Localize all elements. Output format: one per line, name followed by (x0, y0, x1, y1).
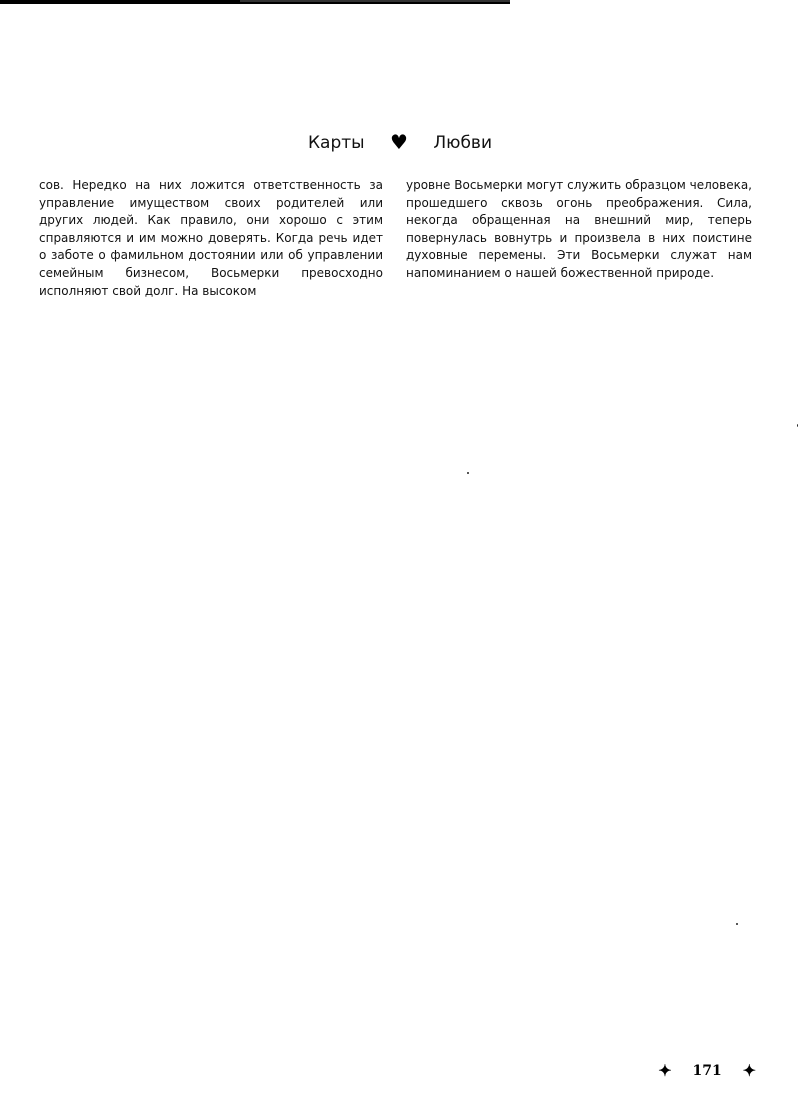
header-title-right: Любви (433, 133, 492, 153)
star-left-icon: ✦ (658, 1061, 672, 1080)
running-header (0, 130, 800, 154)
star-right-icon: ✦ (742, 1061, 756, 1080)
scan-speck (467, 472, 469, 474)
scan-edge-top-faint (240, 0, 510, 2)
scan-speck (736, 923, 738, 925)
page-folio (658, 1061, 756, 1080)
scan-speck (797, 424, 798, 427)
paragraph-left: сов. Нередко на них ложится ответственность за управление имуществом своих родителей или других людей. Как правило, они хорошо с этим справляются и им можно доверять. Когда речь идет о заботе о фамильном достоянии или об управлении семейным бизнесом, Восьмерки превосходно исполняют свой долг. На высоком (39, 178, 383, 298)
page-number: 171 (692, 1063, 722, 1079)
heart-icon: ♥ (390, 130, 408, 154)
header-title-left: Карты (307, 133, 365, 153)
paragraph-right: уровне Восьмерки могут служить образцом человека, прошедшего сквозь огонь преображения. Сила, некогда обращенная на внешний мир, теперь повернулась вовнутрь и произвела в них поистине духовные перемены. Эти Восьмерки служат нам напоминанием о нашей божественной природе. (406, 178, 752, 280)
text-column-right (406, 177, 752, 283)
text-column-left (39, 177, 383, 300)
